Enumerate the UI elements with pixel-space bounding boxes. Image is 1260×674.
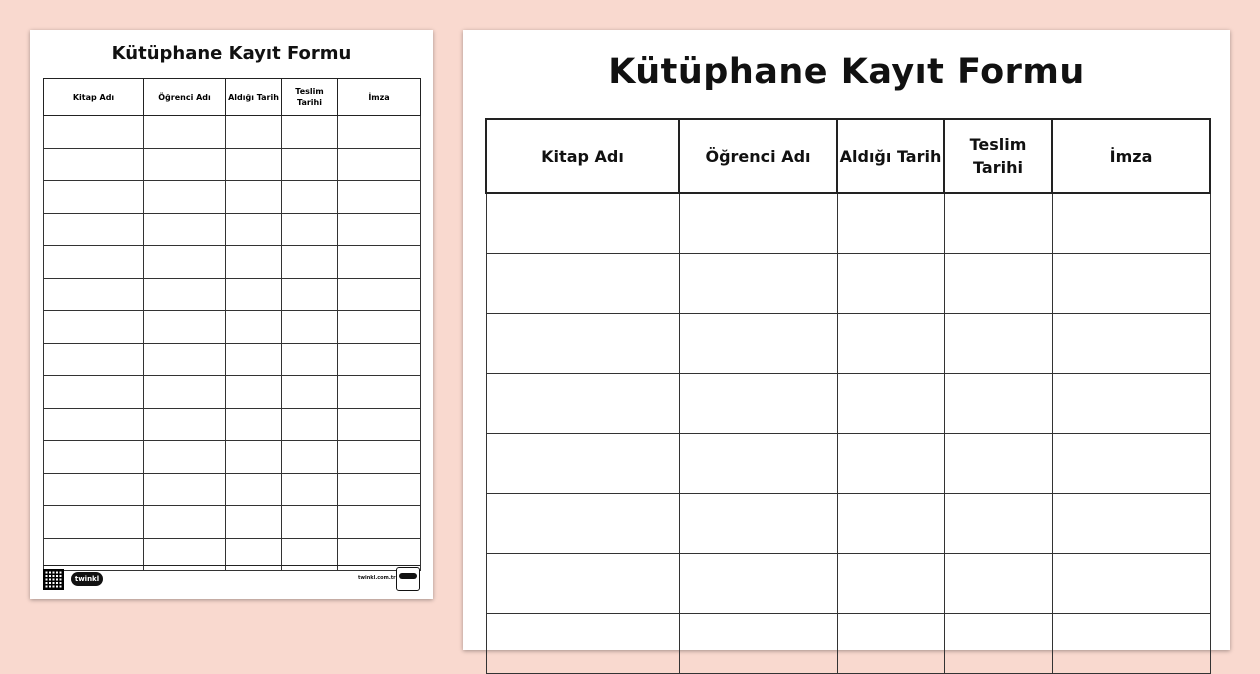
blank-cell bbox=[144, 213, 226, 246]
blank-cell bbox=[226, 181, 282, 214]
table-row bbox=[486, 193, 1210, 254]
form-title: Kütüphane Kayıt Formu bbox=[608, 52, 1085, 92]
blank-cell bbox=[44, 246, 144, 279]
blank-cell bbox=[944, 614, 1052, 674]
table-body bbox=[486, 193, 1210, 674]
blank-cell bbox=[226, 116, 282, 149]
blank-cell bbox=[282, 246, 338, 279]
blank-cell bbox=[338, 116, 421, 149]
blank-cell bbox=[679, 314, 837, 374]
blank-cell bbox=[338, 506, 421, 539]
blank-cell bbox=[338, 213, 421, 246]
blank-cell bbox=[144, 343, 226, 376]
register-table bbox=[485, 118, 1211, 674]
blank-cell bbox=[837, 434, 944, 494]
footer-divider bbox=[43, 565, 420, 566]
blank-cell bbox=[44, 376, 144, 409]
blank-cell bbox=[679, 494, 837, 554]
table-row bbox=[486, 254, 1210, 314]
blank-cell bbox=[226, 246, 282, 279]
blank-cell bbox=[837, 614, 944, 674]
blank-cell bbox=[944, 254, 1052, 314]
blank-cell bbox=[282, 343, 338, 376]
table-row bbox=[44, 246, 421, 279]
blank-cell bbox=[679, 193, 837, 254]
blank-cell bbox=[338, 376, 421, 409]
table-row bbox=[486, 614, 1210, 674]
blank-cell bbox=[338, 148, 421, 181]
blank-cell bbox=[837, 314, 944, 374]
header-row bbox=[486, 119, 1210, 193]
blank-cell bbox=[1052, 254, 1210, 314]
blank-cell bbox=[226, 278, 282, 311]
blank-cell bbox=[679, 374, 837, 434]
table-row bbox=[44, 116, 421, 149]
blank-cell bbox=[44, 278, 144, 311]
blank-cell bbox=[226, 148, 282, 181]
blank-cell bbox=[44, 473, 144, 506]
blank-cell bbox=[226, 343, 282, 376]
header-received-date: Aldığı Tarih bbox=[837, 119, 944, 193]
blank-cell bbox=[837, 254, 944, 314]
table-row bbox=[44, 473, 421, 506]
table-row bbox=[44, 343, 421, 376]
footer-site-text: twinkl.com.tr bbox=[358, 575, 396, 581]
table-row bbox=[44, 311, 421, 344]
blank-cell bbox=[486, 193, 679, 254]
blank-cell bbox=[486, 374, 679, 434]
blank-cell bbox=[1052, 554, 1210, 614]
header-row bbox=[44, 79, 421, 116]
register-table bbox=[43, 78, 421, 571]
blank-cell bbox=[282, 408, 338, 441]
blank-cell bbox=[144, 246, 226, 279]
twinkl-logo: twinkl bbox=[71, 572, 103, 586]
blank-cell bbox=[144, 311, 226, 344]
table-row bbox=[486, 314, 1210, 374]
blank-cell bbox=[944, 434, 1052, 494]
qr-code-icon bbox=[43, 569, 64, 590]
blank-cell bbox=[282, 506, 338, 539]
blank-cell bbox=[486, 614, 679, 674]
blank-cell bbox=[226, 376, 282, 409]
header-student-name: Öğrenci Adı bbox=[679, 119, 837, 193]
blank-cell bbox=[226, 506, 282, 539]
table-row bbox=[486, 554, 1210, 614]
blank-cell bbox=[944, 314, 1052, 374]
blank-cell bbox=[679, 554, 837, 614]
blank-cell bbox=[944, 374, 1052, 434]
table-row bbox=[44, 148, 421, 181]
blank-cell bbox=[338, 343, 421, 376]
table-row bbox=[44, 213, 421, 246]
blank-cell bbox=[1052, 193, 1210, 254]
blank-cell bbox=[944, 494, 1052, 554]
blank-cell bbox=[679, 254, 837, 314]
blank-cell bbox=[282, 278, 338, 311]
table-row bbox=[44, 181, 421, 214]
header-book-name: Kitap Adı bbox=[486, 119, 679, 193]
blank-cell bbox=[837, 374, 944, 434]
blank-cell bbox=[144, 473, 226, 506]
blank-cell bbox=[226, 311, 282, 344]
small-form-sheet bbox=[30, 30, 433, 599]
blank-cell bbox=[44, 213, 144, 246]
blank-cell bbox=[1052, 434, 1210, 494]
blank-cell bbox=[679, 434, 837, 494]
blank-cell bbox=[282, 441, 338, 474]
blank-cell bbox=[282, 213, 338, 246]
blank-cell bbox=[144, 408, 226, 441]
blank-cell bbox=[282, 311, 338, 344]
large-form-sheet bbox=[463, 30, 1230, 650]
blank-cell bbox=[144, 506, 226, 539]
blank-cell bbox=[44, 148, 144, 181]
blank-cell bbox=[44, 441, 144, 474]
blank-cell bbox=[144, 116, 226, 149]
blank-cell bbox=[486, 314, 679, 374]
table-row bbox=[44, 278, 421, 311]
badge-icon bbox=[396, 567, 420, 591]
blank-cell bbox=[144, 181, 226, 214]
blank-cell bbox=[679, 614, 837, 674]
blank-cell bbox=[338, 246, 421, 279]
header-return-date: Teslim Tarihi bbox=[944, 119, 1052, 193]
table-body bbox=[44, 116, 421, 571]
header-return-date: Teslim Tarihi bbox=[282, 79, 338, 116]
blank-cell bbox=[44, 116, 144, 149]
blank-cell bbox=[44, 343, 144, 376]
table-row bbox=[486, 494, 1210, 554]
blank-cell bbox=[837, 494, 944, 554]
table-row bbox=[44, 408, 421, 441]
blank-cell bbox=[944, 193, 1052, 254]
header-student-name: Öğrenci Adı bbox=[144, 79, 226, 116]
blank-cell bbox=[486, 494, 679, 554]
blank-cell bbox=[338, 441, 421, 474]
header-book-name: Kitap Adı bbox=[44, 79, 144, 116]
header-signature: İmza bbox=[338, 79, 421, 116]
blank-cell bbox=[44, 181, 144, 214]
blank-cell bbox=[338, 278, 421, 311]
blank-cell bbox=[282, 148, 338, 181]
blank-cell bbox=[486, 554, 679, 614]
blank-cell bbox=[44, 506, 144, 539]
blank-cell bbox=[282, 473, 338, 506]
blank-cell bbox=[282, 376, 338, 409]
blank-cell bbox=[837, 554, 944, 614]
blank-cell bbox=[338, 473, 421, 506]
blank-cell bbox=[1052, 374, 1210, 434]
blank-cell bbox=[144, 148, 226, 181]
header-signature: İmza bbox=[1052, 119, 1210, 193]
blank-cell bbox=[226, 408, 282, 441]
blank-cell bbox=[338, 408, 421, 441]
blank-cell bbox=[486, 434, 679, 494]
blank-cell bbox=[1052, 494, 1210, 554]
table-row bbox=[44, 376, 421, 409]
blank-cell bbox=[837, 193, 944, 254]
blank-cell bbox=[144, 376, 226, 409]
blank-cell bbox=[44, 311, 144, 344]
blank-cell bbox=[144, 278, 226, 311]
blank-cell bbox=[226, 441, 282, 474]
blank-cell bbox=[944, 554, 1052, 614]
blank-cell bbox=[338, 311, 421, 344]
header-received-date: Aldığı Tarih bbox=[226, 79, 282, 116]
blank-cell bbox=[144, 441, 226, 474]
blank-cell bbox=[338, 181, 421, 214]
blank-cell bbox=[486, 254, 679, 314]
table-row bbox=[486, 434, 1210, 494]
blank-cell bbox=[44, 408, 144, 441]
blank-cell bbox=[226, 213, 282, 246]
blank-cell bbox=[1052, 614, 1210, 674]
table-row bbox=[44, 506, 421, 539]
table-row bbox=[486, 374, 1210, 434]
form-title: Kütüphane Kayıt Formu bbox=[111, 43, 352, 64]
blank-cell bbox=[282, 181, 338, 214]
blank-cell bbox=[226, 473, 282, 506]
blank-cell bbox=[1052, 314, 1210, 374]
table-row bbox=[44, 441, 421, 474]
blank-cell bbox=[282, 116, 338, 149]
